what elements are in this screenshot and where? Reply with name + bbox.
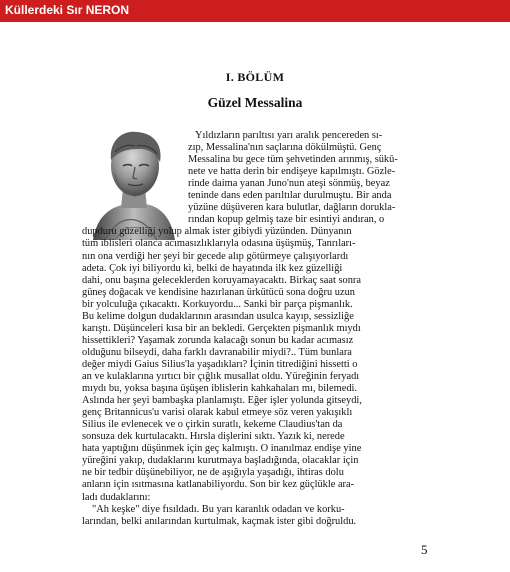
text-line: güneş doğacak ve kendisine hazırlanan ürkütücü sona doğru uzun [82, 286, 355, 298]
text-line: Bu kelime dolgun dudaklarının arasından usulca kayıp, sessizliğe [82, 310, 354, 322]
text-line: "Ah keşke" diye fısıldadı. Bu yarı karanlık odadan ve korku- [92, 503, 345, 515]
text-line: bir yolculuğa çıkacaktı. Korkuyordu... Sanki bir parça pişmanlık. [82, 298, 353, 310]
nero-bust-image [85, 122, 180, 242]
text-line: adeta. Çok iyi biliyordu ki, belki de hayatında ilk kez güzelliği [82, 262, 343, 274]
page-number: 5 [421, 542, 428, 557]
book-page [0, 22, 510, 572]
text-line: nete ve hatta derin bir endişeye kapılmıştı. Gözle- [188, 166, 396, 178]
text-line: zıp, Messalina'nın saçlarına dökülmüştü. Genç [188, 142, 382, 154]
text-line: larından, belki anılarından kurtulmak, kaçmak ister gibi doğruldu. [82, 515, 357, 527]
text-line: sonsuza dek kurtulacaktı. Hırsla dişlerini sıktı. Yazık ki, nerede [82, 431, 345, 443]
text-line: Messalina bu gece tüm şehvetinden arınmış, sükû- [188, 154, 398, 166]
text-line: nın ona verdiği her şeyi bir gecede alıp götürmeye çalışıyorlardı [82, 250, 349, 262]
text-line: değer miydi Gaius Silius'la yaşadıkları? İçinin titrediğini hissetti o [82, 358, 358, 370]
text-line: rinde daima yanan Juno'nun ateşi sönmüş, beyaz [188, 178, 390, 190]
text-line: an ve kulaklarına yırtıcı bir çığlık musallat oldu. Yüreğinin feryadı [82, 371, 360, 382]
text-line: ne bir tedbir düşünebiliyor, ne de aşığıyla yaşadığı, ihtiras dolu [82, 467, 344, 479]
text-line: genç Britannicus'u varisi olarak kabul etmeye söz veren yakışıklı [82, 407, 353, 419]
text-line: dupduru güzelliği yolup almak ister gibiydi yüzünden. Dünyanın [82, 226, 352, 238]
banner-title: Küllerdeki Sır NERON [5, 3, 130, 17]
text-line: Aslında her şeyi bambaşka planlamıştı. Eğer işler yolunda gitseydi, [82, 395, 362, 407]
text-line: teninde dans eden parıltılar durulmuştu. Bir anda [188, 190, 392, 202]
text-line: olduğunu bilseydi, daha farklı davranabilir miydi?.. Tüm bunlara [82, 346, 352, 358]
text-line: Silius ile evlenecek ve o çirkin suratlı, kekeme Claudius'tan da [82, 419, 343, 431]
text-line: hissettikleri? Yaşamak zorunda kalacağı sonun bu kadar acımasız [82, 334, 354, 346]
chapter-heading: I. BÖLÜM [225, 70, 285, 84]
text-line: dahi, onu başına geleceklerden koruyamayacaktı. Birkaç saat sonra [82, 274, 361, 286]
text-line: mıydı bu, yoksa başına üşüşen iblislerin kahkahaları mı, bilemedi. [82, 383, 358, 395]
text-line: rından kopup gelmiş taze bir esintiyi andıran, o [188, 214, 385, 226]
header-banner [0, 0, 510, 22]
text-line: yüreğini yakıp, dudaklarını kurutmaya başladığında, olacaklar için [82, 455, 359, 467]
text-line: Yıldızların parıltısı yarı aralık pencereden sı- [195, 130, 383, 141]
text-line: tüm iblisleri olanca acımasızlıklarıyla odasına üşüşmüş, Tanrıları- [82, 238, 356, 250]
text-line: ladı dudaklarını: [82, 491, 151, 503]
text-line: hata yaptığını düşünmek için geç kalmıştı. O inanılmaz endişe yine [82, 443, 362, 455]
text-line: anların için ısıtmasına katlanabiliyordu. Son bir kez güçlükle ara- [82, 479, 355, 491]
chapter-title: Güzel Messalina [207, 95, 303, 110]
text-line: karıştı. Düşünceleri kısa bir an bekledi. Gerçekten pişmanlık mıydı [82, 322, 361, 334]
text-line: yüzüne düşüveren kara bulutlar, dağların doruklа- [188, 202, 396, 214]
